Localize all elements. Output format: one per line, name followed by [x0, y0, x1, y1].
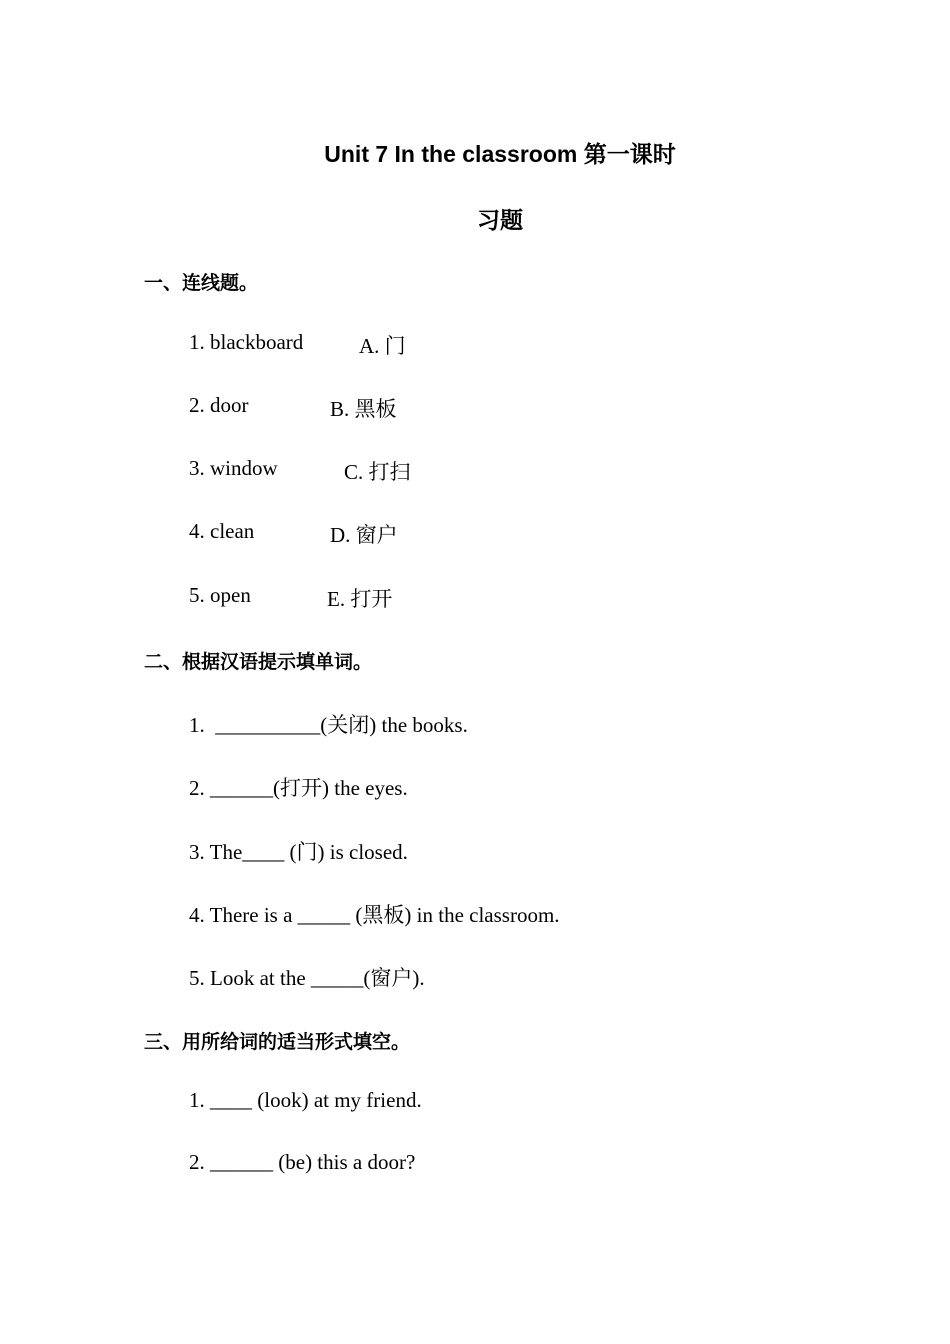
fill-blank-item: 3. The____ (门) is closed. — [189, 840, 408, 864]
match-item-left: 2. door — [189, 393, 249, 417]
match-item-right: C. 打扫 — [344, 460, 411, 484]
page-subtitle: 习题 — [477, 207, 523, 233]
match-item-right: E. 打开 — [327, 587, 393, 611]
fill-blank-item: 4. There is a _____ (黑板) in the classroom. — [189, 903, 560, 927]
fill-blank-item: 5. Look at the _____(窗户). — [189, 966, 425, 990]
section-heading-word-forms: 三、用所给词的适当形式填空。 — [144, 1031, 411, 1053]
section-heading-matching: 一、连线题。 — [144, 272, 259, 294]
match-item-left: 3. window — [189, 456, 278, 480]
match-item-left: 1. blackboard — [189, 330, 304, 354]
page-title: Unit 7 In the classroom 第一课时 — [324, 141, 676, 167]
fill-blank-item: 2. ______ (be) this a door? — [189, 1150, 416, 1174]
section-heading-fill-words: 二、根据汉语提示填单词。 — [144, 651, 373, 673]
fill-blank-item: 2. ______(打开) the eyes. — [189, 776, 408, 800]
match-item-right: A. 门 — [359, 334, 406, 358]
fill-blank-item: 1. __________(关闭) the books. — [189, 713, 468, 737]
match-item-right: D. 窗户 — [330, 523, 398, 547]
match-item-left: 5. open — [189, 583, 251, 607]
match-item-left: 4. clean — [189, 519, 255, 543]
match-item-right: B. 黑板 — [330, 397, 397, 421]
fill-blank-item: 1. ____ (look) at my friend. — [189, 1088, 422, 1112]
